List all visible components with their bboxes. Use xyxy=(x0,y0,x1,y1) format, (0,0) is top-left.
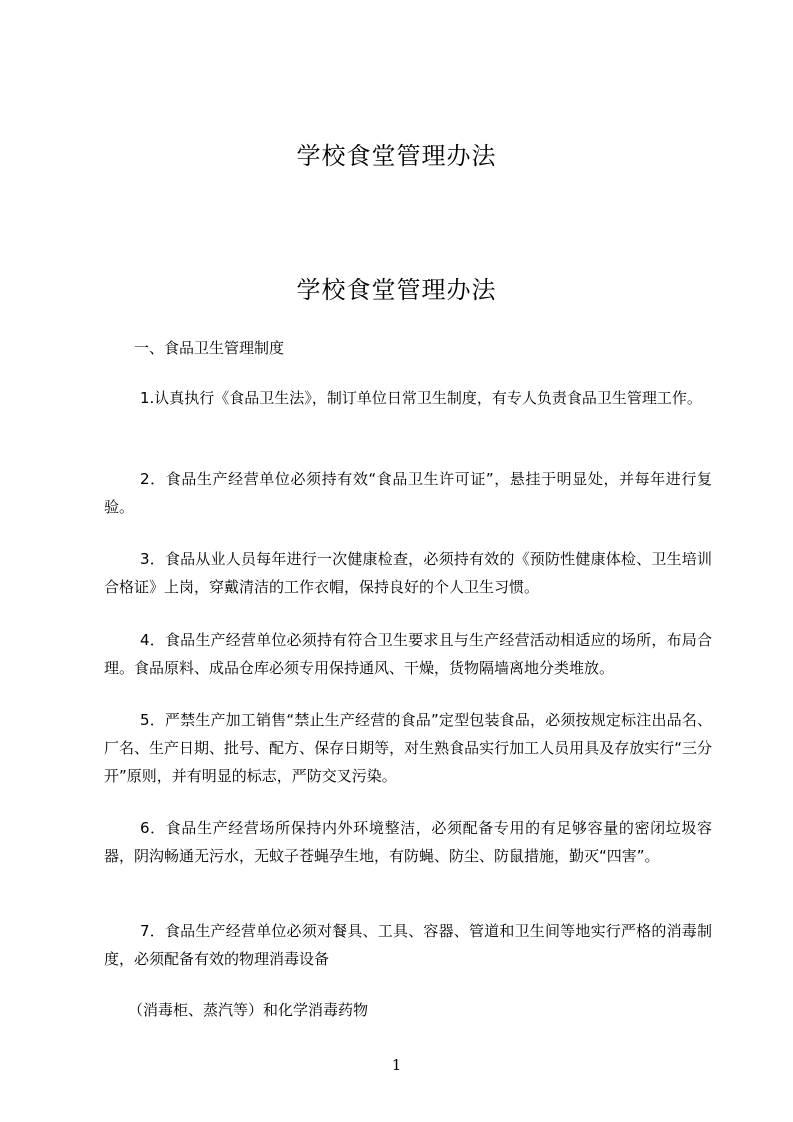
paragraph-4: 4．食品生产经营单位必须持有符合卫生要求且与生产经营活动相适应的场所，布局合理。食品原料、成品仓库必须专用保持通风、干燥，货物隔墙离地分类堆放。 xyxy=(104,631,712,677)
paragraph-6: 6．食品生产经营场所保持内外环境整洁，必须配备专用的有足够容量的密闭垃圾容器，阴沟畅通无污水，无蚊子苍蝇孕生地，有防蝇、防尘、防鼠措施，勤灭“四害”。 xyxy=(104,819,712,865)
paragraph-5: 5．严禁生产加工销售“禁止生产经营的食品”定型包装食品，必须按规定标注出品名、厂名、生产日期、批号、配方、保存日期等，对生熟食品实行加工人员用具及存放实行“三分开”原则，并有明显的标志，严防交叉污染。 xyxy=(104,711,712,785)
paragraph-2: 2．食品生产经营单位必须持有效“食品卫生许可证”，悬挂于明显处，并每年进行复验。 xyxy=(104,470,712,516)
section-heading: 一、食品卫生管理制度 xyxy=(134,339,285,357)
page-number: 1 xyxy=(391,1056,402,1074)
paragraph-continuation: （消毒柜、蒸汽等）和化学消毒药物 xyxy=(128,1001,369,1019)
main-title: 学校食堂管理办法 xyxy=(296,276,497,304)
paragraph-3: 3．食品从业人员每年进行一次健康检查，必须持有效的《预防性健康体检、卫生培训合格证》上岗，穿戴清洁的工作衣帽，保持良好的个人卫生习惯。 xyxy=(104,550,712,596)
paragraph-7: 7．食品生产经营单位必须对餐具、工具、容器、管道和卫生间等地实行严格的消毒制度，必须配备有效的物理消毒设备 xyxy=(104,922,712,968)
paragraph-1: 1.认真执行《食品卫生法》，制订单位日常卫生制度，有专人负责食品卫生管理工作。 xyxy=(140,389,702,407)
cover-title: 学校食堂管理办法 xyxy=(296,142,497,170)
